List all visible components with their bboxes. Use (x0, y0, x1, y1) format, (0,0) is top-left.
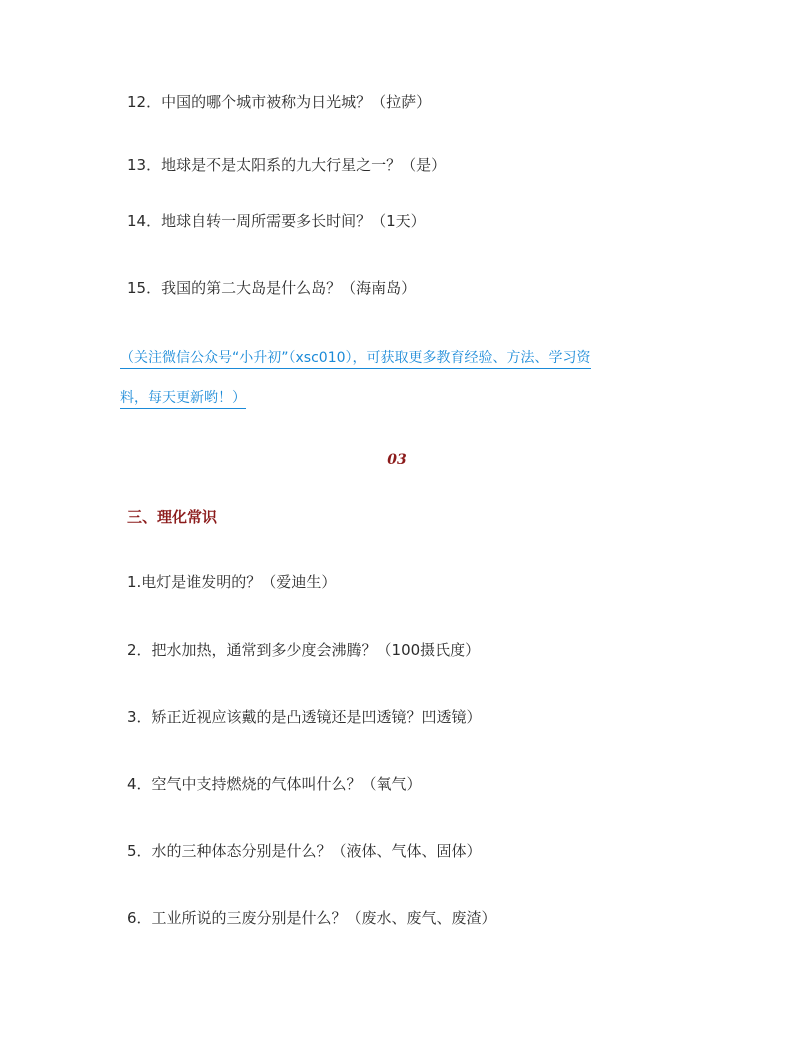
science-question-5: 5．水的三种体态分别是什么？（液体、气体、固体） (127, 842, 482, 860)
question-14: 14．地球自转一周所需要多长时间？（1天） (127, 212, 426, 230)
science-question-2: 2．把水加热，通常到多少度会沸腾？（100摄氏度） (127, 641, 481, 659)
question-15: 15．我国的第二大岛是什么岛？（海南岛） (127, 279, 417, 297)
science-question-1: 1.电灯是谁发明的？（爱迪生） (127, 573, 337, 591)
question-12: 12．中国的哪个城市被称为日光城？（拉萨） (127, 93, 432, 111)
question-13: 13．地球是不是太阳系的九大行星之一？（是） (127, 156, 447, 174)
section-number: 03 (387, 452, 407, 468)
science-question-6: 6．工业所说的三废分别是什么？（废水、废气、废渣） (127, 909, 497, 927)
promo-link-line-2[interactable]: 料，每天更新哟！） (120, 388, 246, 409)
section-title: 三、理化常识 (127, 508, 218, 526)
science-question-4: 4．空气中支持燃烧的气体叫什么？（氧气） (127, 775, 422, 793)
science-question-3: 3．矫正近视应该戴的是凸透镜还是凹透镜？凹透镜） (127, 708, 482, 726)
promo-link-line-1[interactable]: （关注微信公众号“小升初”（xsc010），可获取更多教育经验、方法、学习资 (120, 348, 591, 369)
